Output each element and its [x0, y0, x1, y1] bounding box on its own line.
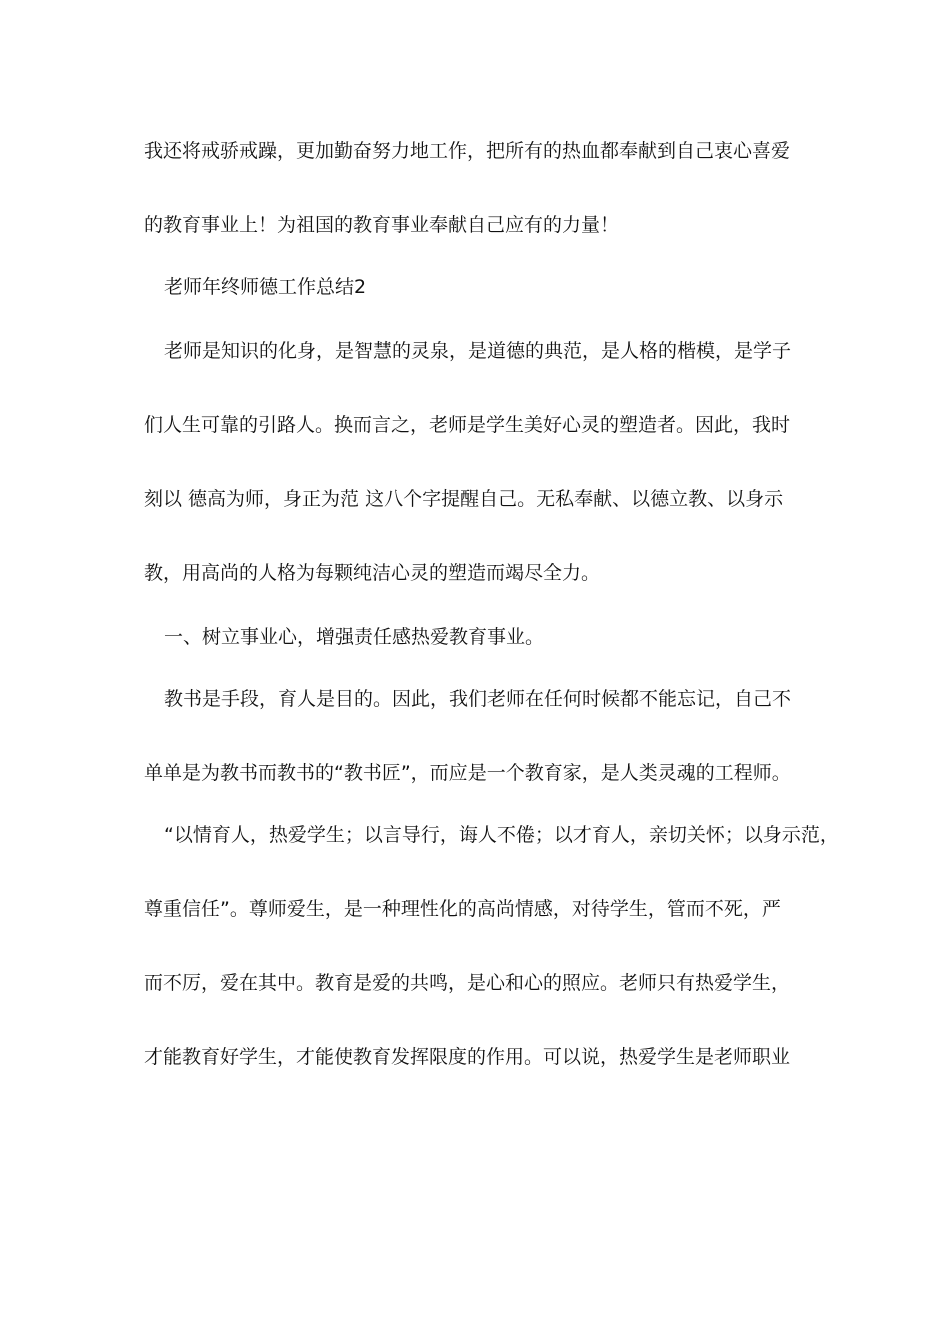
text-line-5: 们人生可靠的引路人。换而言之，老师是学生美好心灵的塑造者。因此，我时 — [144, 414, 791, 436]
text-line-10: 单单是为教书而教书的“教书匠”，而应是一个教育家，是人类灵魂的工程师。 — [144, 762, 791, 784]
subsection-heading: 一、树立事业心，增强责任感热爱教育事业。 — [164, 626, 545, 648]
text-line-1: 我还将戒骄戒躁，更加勤奋努力地工作，把所有的热血都奉献到自己衷心喜爱 — [144, 140, 791, 162]
text-line-13: 而不厉，爱在其中。教育是爱的共鸣，是心和心的照应。老师只有热爱学生， — [144, 972, 791, 994]
text-line-9: 教书是手段，育人是目的。因此，我们老师在任何时候都不能忘记，自己不 — [164, 688, 792, 710]
text-line-4: 老师是知识的化身，是智慧的灵泉，是道德的典范，是人格的楷模，是学子 — [164, 340, 792, 362]
text-line-12: 尊重信任”。尊师爱生，是一种理性化的高尚情感，对待学生，管而不死，严 — [144, 898, 781, 920]
text-line-11: “以情育人，热爱学生；以言导行，诲人不倦；以才育人，亲切关怀；以身示范， — [164, 824, 839, 846]
text-line-7: 教，用高尚的人格为每颗纯洁心灵的塑造而竭尽全力。 — [144, 562, 601, 584]
section-heading: 老师年终师德工作总结2 — [164, 276, 367, 298]
text-line-14: 才能教育好学生，才能使教育发挥限度的作用。可以说，热爱学生是老师职业 — [144, 1046, 791, 1068]
text-line-6: 刻以 德高为师，身正为范 这八个字提醒自己。无私奉献、以德立教、以身示 — [144, 488, 784, 510]
text-line-2: 的教育事业上！为祖国的教育事业奉献自己应有的力量！ — [144, 214, 620, 236]
